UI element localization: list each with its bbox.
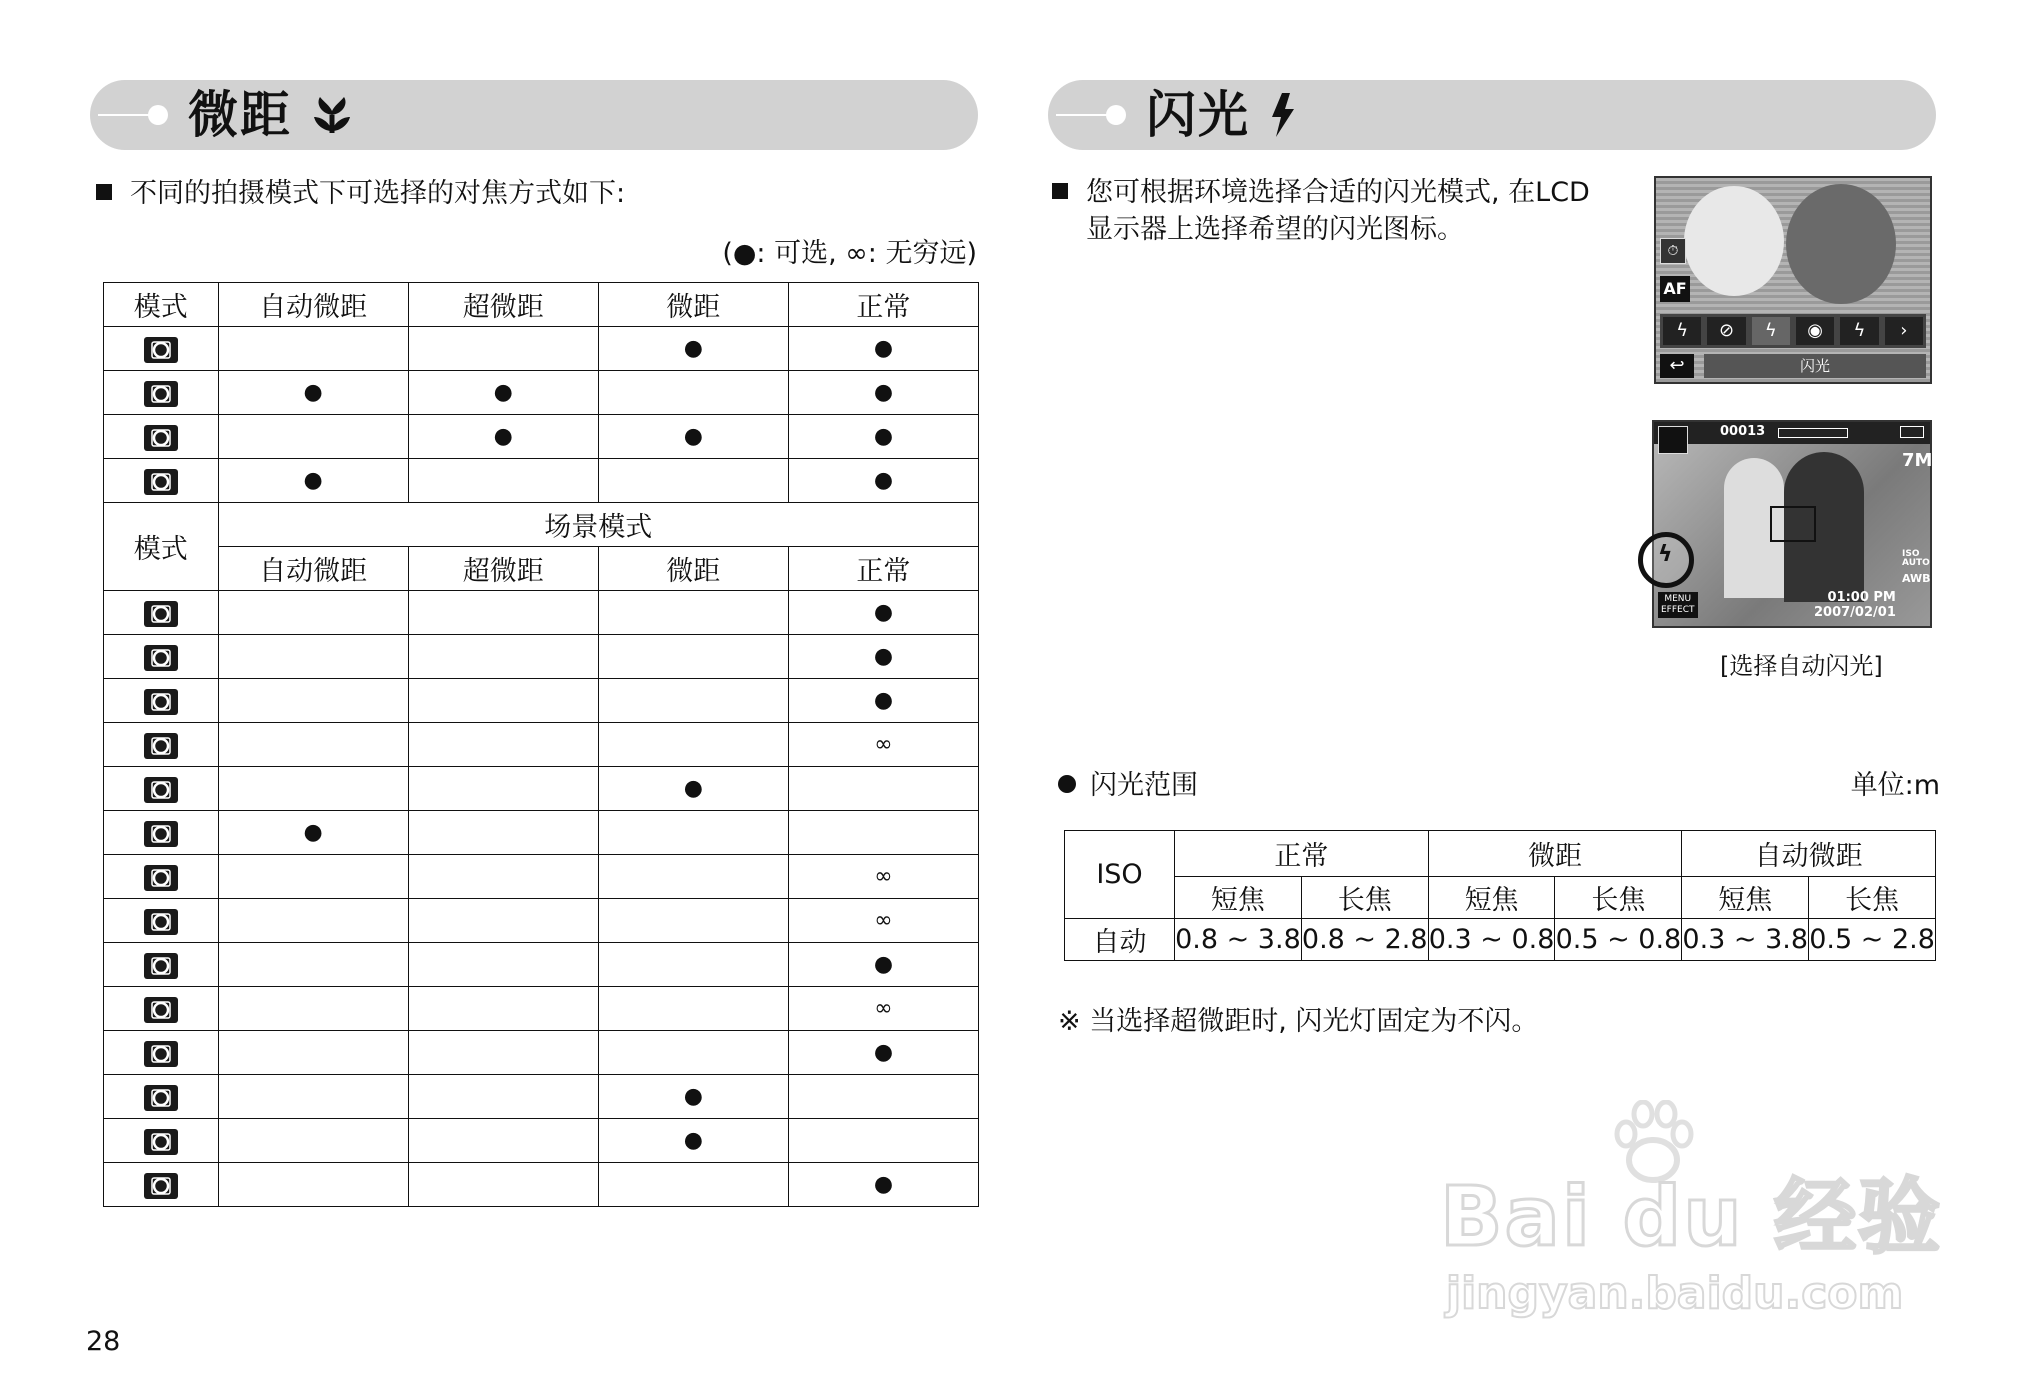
mode-icon-cell (104, 635, 219, 679)
awb-label: AWB (1902, 572, 1931, 585)
text-icon (144, 821, 178, 847)
focal-subheader: 短焦 (1428, 877, 1555, 919)
focus-cell: ● (788, 591, 978, 635)
focus-cell (408, 987, 598, 1031)
focus-cell (598, 899, 788, 943)
self-timer-icon[interactable]: ⏱ (1660, 238, 1686, 264)
focus-cell: ● (598, 767, 788, 811)
photo-face-right (1786, 184, 1896, 304)
focus-cell: ∞ (788, 899, 978, 943)
mode-icon-cell (104, 327, 219, 371)
focus-cell: ● (218, 371, 408, 415)
datetime-readout: 01:00 PM 2007/02/01 (1814, 590, 1896, 620)
focus-cell (218, 1163, 408, 1207)
scene-mode-header: 模式 (104, 503, 219, 591)
back-icon[interactable]: ↩ (1660, 354, 1694, 378)
scene-column-header: 自动微距 (218, 547, 408, 591)
focus-cell (408, 943, 598, 987)
focus-cell (408, 899, 598, 943)
group-header-normal: 正常 (1175, 831, 1429, 877)
flash-option-bar[interactable] (1660, 314, 1926, 348)
mode-icon-cell (104, 459, 219, 503)
focal-subheader: 长焦 (1555, 877, 1682, 919)
focus-cell (408, 679, 598, 723)
group-header-auto-macro: 自动微距 (1682, 831, 1936, 877)
focus-cell: ● (788, 1163, 978, 1207)
focus-cell: ● (408, 371, 598, 415)
focus-cell (218, 943, 408, 987)
mode-icon-cell (104, 1031, 219, 1075)
table-row (104, 679, 979, 723)
camera-auto-icon (144, 381, 178, 407)
page-title-macro: 微距 (188, 86, 292, 144)
focus-cell (408, 1075, 598, 1119)
mode-icon-cell (104, 371, 219, 415)
focus-cell (218, 415, 408, 459)
watermark-url: jingyan.baidu.com (1446, 1268, 1904, 1319)
af-frame (1770, 506, 1816, 542)
focus-cell (218, 767, 408, 811)
focus-cell: ● (218, 459, 408, 503)
focus-cell (788, 811, 978, 855)
table-row (104, 327, 979, 371)
focal-subheader: 短焦 (1175, 877, 1302, 919)
mode-icon-cell (104, 943, 219, 987)
focus-cell: ∞ (788, 723, 978, 767)
focus-cell (408, 459, 598, 503)
focus-cell (598, 371, 788, 415)
legend-note: (●: 可选, ∞: 无穷远) (722, 238, 977, 269)
column-header: 微距 (598, 283, 788, 327)
af-icon[interactable]: AF (1660, 276, 1690, 302)
beach-snow-icon (144, 1041, 178, 1067)
program-mode-icon (144, 425, 178, 451)
focus-cell (598, 987, 788, 1031)
scene-column-header: 超微距 (408, 547, 598, 591)
focus-cell (218, 327, 408, 371)
mode-icon-cell (104, 1119, 219, 1163)
focus-cell: ● (218, 811, 408, 855)
table-row (104, 987, 979, 1031)
focus-cell: ● (598, 1119, 788, 1163)
mode-icon-cell (104, 811, 219, 855)
table-row (104, 415, 979, 459)
children-icon (144, 689, 178, 715)
focus-cell (598, 943, 788, 987)
focus-cell (408, 1163, 598, 1207)
flash-auto-icon[interactable]: ϟ (1663, 317, 1701, 345)
mode-icon-cell (104, 723, 219, 767)
right-heading-banner (1048, 80, 1936, 150)
focus-cell: ∞ (788, 987, 978, 1031)
table-row (104, 1075, 979, 1119)
page-title-flash: 闪光 (1146, 86, 1250, 144)
focus-cell (408, 1031, 598, 1075)
flash-range-value: 0.5 ~ 2.8 (1809, 919, 1936, 961)
watermark-title: Bai du 经验 (1440, 1170, 1943, 1265)
macro-intro: 不同的拍摄模式下可选择的对焦方式如下: (96, 175, 625, 213)
focus-cell (408, 767, 598, 811)
scene-column-header: 正常 (788, 547, 978, 591)
focus-cell (218, 1031, 408, 1075)
focus-cell (218, 855, 408, 899)
focus-cell: ● (788, 459, 978, 503)
flash-range-value: 0.3 ~ 3.8 (1682, 919, 1809, 961)
focus-cell (598, 591, 788, 635)
table-row (104, 635, 979, 679)
mode-icon-cell (104, 987, 219, 1031)
flash-intro-line2: 显示器上选择希望的闪光图标。 (1086, 214, 1464, 245)
focus-cell (218, 987, 408, 1031)
flash-range-value: 0.3 ~ 0.8 (1428, 919, 1555, 961)
flash-range-value: 0.5 ~ 0.8 (1555, 919, 1682, 961)
mode-icon-cell (104, 899, 219, 943)
focus-cell (598, 855, 788, 899)
table-row (104, 855, 979, 899)
focus-cell (408, 327, 598, 371)
mode-header: 模式 (104, 283, 219, 327)
flash-range-label: 闪光范围 (1058, 767, 1198, 805)
focus-cell (408, 591, 598, 635)
column-header: 超微距 (408, 283, 598, 327)
sunset-icon (144, 865, 178, 891)
focus-cell (408, 635, 598, 679)
shot-count: 00013 (1720, 424, 1766, 439)
close-up-icon (144, 777, 178, 803)
focus-cell (218, 899, 408, 943)
focal-subheader: 短焦 (1682, 877, 1809, 919)
focus-cell (598, 811, 788, 855)
baidu-watermark (1440, 1100, 1943, 1340)
flash-off-icon[interactable]: ⊘ (1707, 317, 1745, 345)
self-shot-icon (144, 1085, 178, 1111)
red-eye-icon[interactable]: ◉ (1796, 317, 1834, 345)
row-label-auto: 自动 (1065, 919, 1175, 961)
table-row (104, 767, 979, 811)
flash-bolt-icon (1268, 91, 1298, 139)
focus-mode-table (103, 282, 979, 1207)
focus-cell (218, 679, 408, 723)
page-number: 28 (86, 1326, 121, 1357)
focus-cell (598, 723, 788, 767)
flash-fill-icon[interactable]: ϟ (1840, 317, 1878, 345)
focus-cell (408, 723, 598, 767)
table-row (104, 1119, 979, 1163)
mode-icon-cell (104, 591, 219, 635)
portrait-icon (144, 645, 178, 671)
lcd-flash-menu-screen (1654, 176, 1932, 384)
table-row (104, 1163, 979, 1207)
focus-cell: ● (788, 327, 978, 371)
table-row (104, 371, 979, 415)
group-header-macro: 微距 (1428, 831, 1682, 877)
focus-cell: ● (598, 1075, 788, 1119)
menu-effect-button[interactable]: MENU EFFECT (1658, 592, 1698, 618)
focus-cell (788, 1119, 978, 1163)
flash-slow-sync-icon[interactable]: ϟ (1752, 317, 1790, 345)
focus-cell: ● (788, 371, 978, 415)
lcd-shooting-screen (1652, 420, 1932, 628)
food-icon (144, 1129, 178, 1155)
table-row (104, 723, 979, 767)
chevron-right-icon[interactable]: › (1885, 317, 1923, 345)
scene-mode-group-header: 场景模式 (218, 503, 978, 547)
photo-face-left (1684, 186, 1784, 296)
focus-cell (598, 1031, 788, 1075)
resolution-label: 7M (1902, 450, 1933, 471)
focus-cell (598, 459, 788, 503)
table-row (104, 899, 979, 943)
focus-cell (218, 1119, 408, 1163)
focus-cell (408, 1119, 598, 1163)
focus-cell (218, 1075, 408, 1119)
mode-icon-cell (104, 767, 219, 811)
focus-cell: ● (408, 415, 598, 459)
table-row (104, 459, 979, 503)
focus-cell (598, 679, 788, 723)
focal-subheader: 长焦 (1809, 877, 1936, 919)
mode-icon-cell (104, 1075, 219, 1119)
table-row (104, 811, 979, 855)
iso-header: ISO (1065, 831, 1175, 919)
focus-cell (408, 855, 598, 899)
focus-cell (218, 591, 408, 635)
focus-cell: ● (788, 415, 978, 459)
flash-range-value: 0.8 ~ 2.8 (1301, 919, 1428, 961)
flash-auto-icon[interactable]: ϟ (1658, 542, 1673, 567)
battery-icon (1900, 426, 1924, 438)
focus-cell: ● (788, 635, 978, 679)
dawn-icon (144, 909, 178, 935)
column-header: 自动微距 (218, 283, 408, 327)
mode-icon-cell (104, 1163, 219, 1207)
backlight-icon (144, 953, 178, 979)
focus-cell: ∞ (788, 855, 978, 899)
flash-range-value: 0.8 ~ 3.8 (1175, 919, 1302, 961)
mode-icon-cell (104, 679, 219, 723)
camera-mode-icon (1658, 426, 1688, 454)
flash-menu-label: 闪光 (1704, 354, 1926, 378)
focus-cell (218, 635, 408, 679)
table-row (104, 591, 979, 635)
table-row (104, 943, 979, 987)
night-scene-icon (144, 601, 178, 627)
focal-subheader: 长焦 (1301, 877, 1428, 919)
focus-cell (218, 723, 408, 767)
movie-mode-icon (144, 337, 178, 363)
memory-bar (1778, 428, 1848, 438)
focus-cell (598, 635, 788, 679)
scene-column-header: 微距 (598, 547, 788, 591)
unit-label: 单位:m (1850, 770, 1940, 801)
left-heading-banner (90, 80, 978, 150)
super-macro-note: ※ 当选择超微距时, 闪光灯固定为不闪。 (1058, 1006, 1539, 1037)
landscape-icon (144, 733, 178, 759)
anti-shake-icon (144, 469, 178, 495)
focus-cell (788, 1075, 978, 1119)
flash-intro-line1: 您可根据环境选择合适的闪光模式, 在LCD (1052, 174, 1590, 212)
focus-cell (598, 1163, 788, 1207)
macro-flower-icon (310, 93, 354, 137)
mode-icon-cell (104, 415, 219, 459)
focus-cell: ● (598, 327, 788, 371)
focus-cell: ● (788, 943, 978, 987)
table-row (104, 1031, 979, 1075)
focus-cell (788, 767, 978, 811)
cafe-icon (144, 1173, 178, 1199)
focus-cell: ● (598, 415, 788, 459)
column-header: 正常 (788, 283, 978, 327)
flash-range-table (1064, 830, 1936, 961)
iso-auto-label: ISO AUTO (1902, 549, 1930, 568)
focus-cell: ● (788, 679, 978, 723)
focus-cell: ● (788, 1031, 978, 1075)
fireworks-icon (144, 997, 178, 1023)
mode-icon-cell (104, 855, 219, 899)
focus-cell (408, 811, 598, 855)
lcd-caption: [选择自动闪光] (1720, 652, 1883, 680)
